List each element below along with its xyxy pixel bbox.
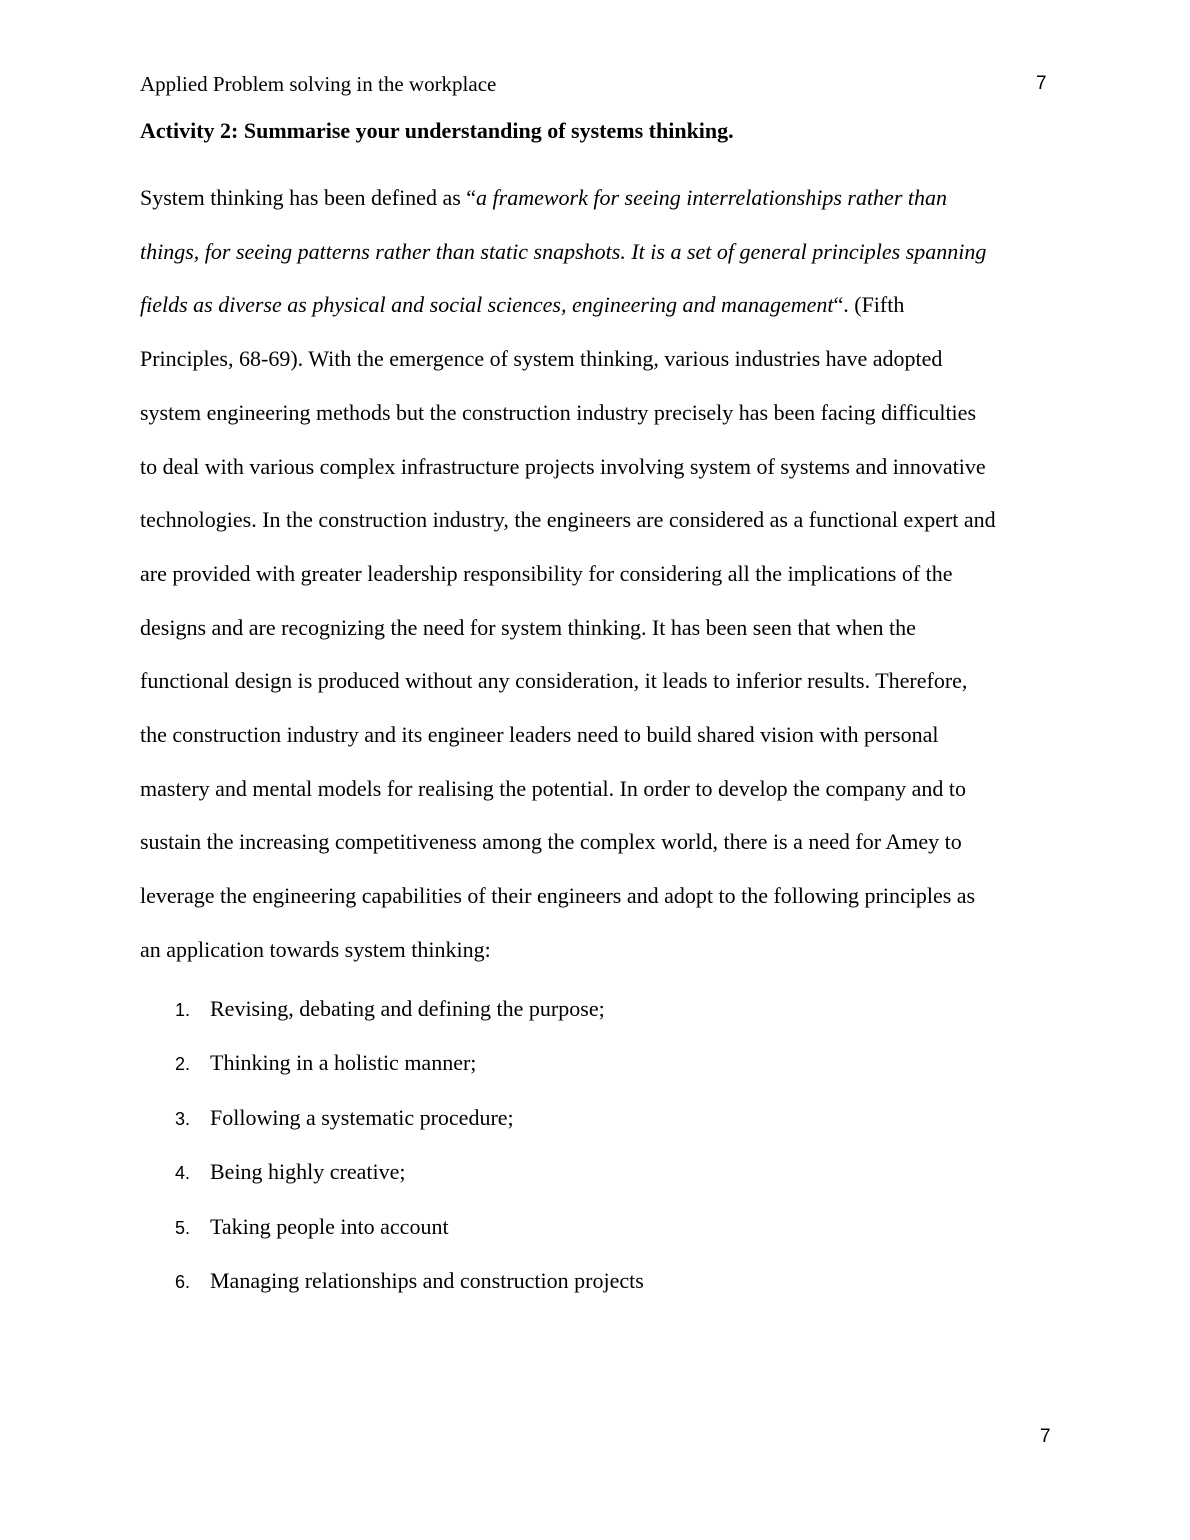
paragraph-text: system engineering methods but the construction industry precisely has been facing difficulties bbox=[140, 399, 976, 425]
list-item bbox=[140, 1267, 644, 1321]
paragraph-text: sustain the increasing competitiveness among the complex world, there is a need for Amey to bbox=[140, 829, 962, 855]
footer-page-number: 7 bbox=[1040, 1426, 1051, 1447]
paragraph-line bbox=[140, 225, 1060, 279]
paragraph-text: functional design is produced without any consideration, it leads to inferior results. Therefore, bbox=[140, 668, 968, 694]
paragraph-line bbox=[140, 654, 1060, 708]
paragraph-text: an application towards system thinking: bbox=[140, 936, 491, 962]
paragraph-text: to deal with various complex infrastructure projects involving system of systems and innovative bbox=[140, 453, 986, 479]
list-item-text: Managing relationships and construction projects bbox=[210, 1267, 644, 1293]
paragraph-text: are provided with greater leadership responsibility for considering all the implications of the bbox=[140, 560, 953, 586]
running-head-title: Applied Problem solving in the workplace bbox=[140, 72, 497, 96]
paragraph-line bbox=[140, 440, 1060, 494]
list-item-text: Being highly creative; bbox=[210, 1159, 406, 1185]
paragraph-line bbox=[140, 869, 1060, 923]
paragraph-line bbox=[140, 601, 1060, 655]
list-number: 4. bbox=[175, 1163, 191, 1184]
paragraph-text: leverage the engineering capabilities of their engineers and adopt to the following principles as bbox=[140, 883, 976, 909]
activity-heading: Activity 2: Summarise your understanding of systems thinking. bbox=[140, 118, 734, 143]
paragraph-text: “. (Fifth bbox=[833, 292, 905, 318]
quoted-text: fields as diverse as physical and social sciences, engineering and management bbox=[140, 292, 834, 318]
quoted-text: things, for seeing patterns rather than static snapshots. It is a set of general principles spanning bbox=[140, 238, 987, 264]
paragraph-line bbox=[140, 547, 1060, 601]
body-paragraph bbox=[140, 171, 1060, 977]
list-item bbox=[140, 1104, 644, 1158]
paragraph-line bbox=[140, 278, 1060, 332]
list-item bbox=[140, 995, 644, 1049]
list-number: 6. bbox=[175, 1271, 191, 1292]
list-number: 5. bbox=[175, 1217, 191, 1238]
paragraph-text: System thinking has been defined as “ bbox=[140, 185, 477, 210]
paragraph-text: technologies. In the construction industry, the engineers are considered as a functional expert and bbox=[140, 507, 996, 533]
principles-list bbox=[140, 995, 644, 1321]
paragraph-line bbox=[140, 708, 1060, 762]
paragraph-text: the construction industry and its engineer leaders need to build shared vision with personal bbox=[140, 722, 939, 748]
header-page-number: 7 bbox=[1036, 73, 1047, 94]
paragraph-line bbox=[140, 332, 1060, 386]
list-number: 1. bbox=[175, 1000, 191, 1020]
paragraph-text: designs and are recognizing the need for system thinking. It has been seen that when the bbox=[140, 614, 916, 640]
list-number: 2. bbox=[175, 1054, 191, 1075]
list-item bbox=[140, 1213, 644, 1267]
paragraph-line bbox=[140, 386, 1060, 440]
list-item bbox=[140, 1158, 644, 1212]
paragraph-text: Principles, 68-69). With the emergence of system thinking, various industries have adopted bbox=[140, 346, 943, 372]
paragraph-text: mastery and mental models for realising the potential. In order to develop the company and to bbox=[140, 775, 966, 801]
paragraph-line bbox=[140, 493, 1060, 547]
list-item-text: Thinking in a holistic manner; bbox=[210, 1050, 477, 1076]
list-item-text: Revising, debating and defining the purpose; bbox=[210, 996, 605, 1021]
list-number: 3. bbox=[175, 1108, 191, 1129]
list-item bbox=[140, 1049, 644, 1103]
paragraph-line bbox=[140, 762, 1060, 816]
paragraph-line bbox=[140, 923, 1060, 977]
list-item-text: Taking people into account bbox=[210, 1213, 449, 1239]
paragraph-line bbox=[140, 171, 1060, 225]
list-item-text: Following a systematic procedure; bbox=[210, 1104, 514, 1130]
paragraph-line bbox=[140, 815, 1060, 869]
quoted-text: a framework for seeing interrelationships rather than bbox=[476, 185, 947, 210]
